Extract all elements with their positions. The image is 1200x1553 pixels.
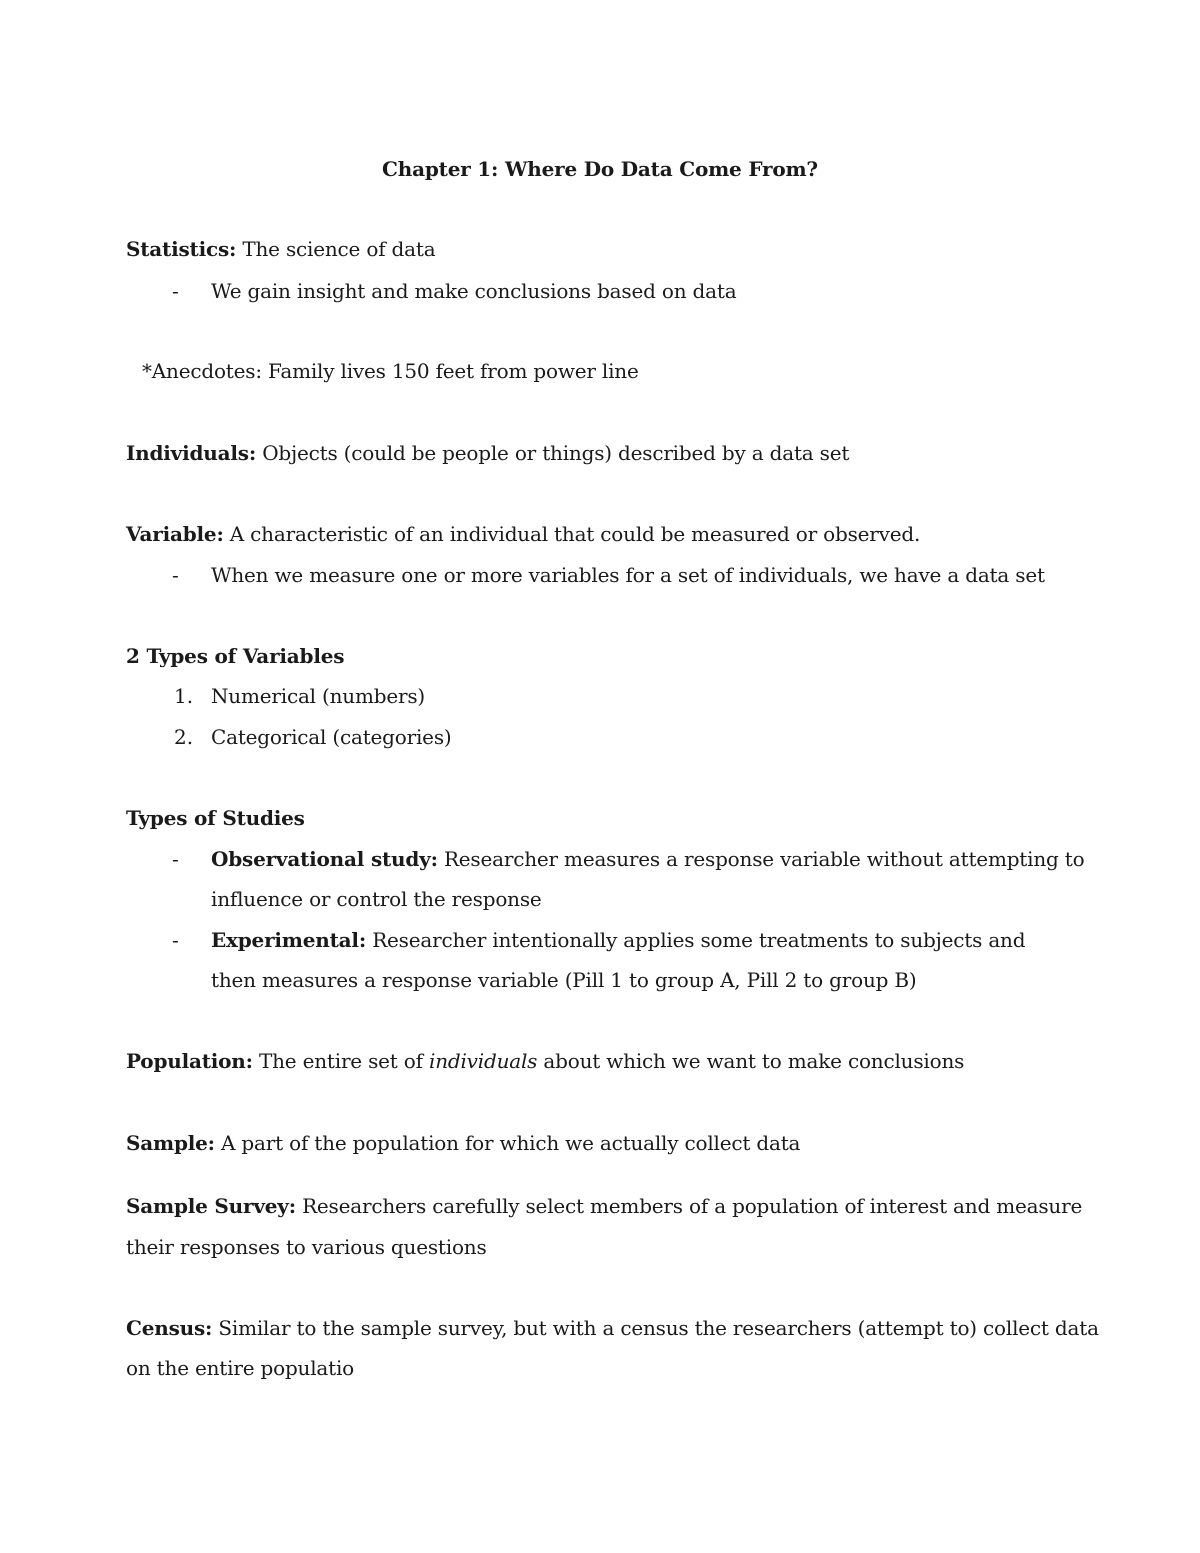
individuals-text: Objects (could be people or things) described by a data set <box>256 441 850 465</box>
sample-term: Sample: <box>126 1131 215 1155</box>
statistics-point: We gain insight and make conclusions based on data <box>211 279 737 303</box>
types-of-studies-heading: Types of Studies <box>126 806 305 830</box>
types-of-variables-heading: 2 Types of Variables <box>126 644 345 668</box>
sample-survey-term: Sample Survey: <box>126 1194 296 1218</box>
statistics-term: Statistics: <box>126 237 237 261</box>
statistics-bullet: - <box>172 279 179 303</box>
study-experimental-line1 <box>211 926 1025 954</box>
study-observational-line2: influence or control the response <box>211 887 542 911</box>
statistics-definition <box>126 235 435 263</box>
study-observational-text: Researcher measures a response variable without attempting to <box>437 847 1085 871</box>
individuals-definition <box>126 439 849 467</box>
variable-definition <box>126 520 920 548</box>
census-term: Census: <box>126 1316 213 1340</box>
variable-type-marker: 1. <box>174 684 194 708</box>
individuals-term: Individuals: <box>126 441 257 465</box>
study-bullet: - <box>172 847 179 871</box>
study-bullet: - <box>172 928 179 952</box>
sample-survey-text: Researchers carefully select members of a population of interest and measure <box>295 1194 1083 1218</box>
sample-definition <box>126 1129 800 1157</box>
sample-survey-line2: their responses to various questions <box>126 1235 487 1259</box>
anecdotes-note: *Anecdotes: Family lives 150 feet from power line <box>142 359 639 383</box>
population-definition <box>126 1047 964 1075</box>
sample-text: A part of the population for which we actually collect data <box>214 1131 801 1155</box>
variable-type-marker: 2. <box>174 725 194 749</box>
statistics-text: The science of data <box>236 237 436 261</box>
study-experimental-line2: then measures a response variable (Pill 1 to group A, Pill 2 to group B) <box>211 968 917 992</box>
variable-bullet: - <box>172 563 179 587</box>
sample-survey-line1 <box>126 1192 1082 1220</box>
census-text: Similar to the sample survey, but with a census the researchers (attempt to) collect data <box>212 1316 1099 1340</box>
study-experimental-text: Researcher intentionally applies some treatments to subjects and <box>366 928 1026 952</box>
population-term: Population: <box>126 1049 253 1073</box>
population-emphasis: individuals <box>429 1049 538 1073</box>
study-observational-term: Observational study: <box>211 847 438 871</box>
variable-type-item: Numerical (numbers) <box>211 684 426 708</box>
study-observational-line1 <box>211 845 1084 873</box>
population-text-before: The entire set of <box>252 1049 429 1073</box>
census-line2: on the entire populatio <box>126 1356 355 1380</box>
population-text-after: about which we want to make conclusions <box>537 1049 965 1073</box>
variable-text: A characteristic of an individual that could be measured or observed. <box>223 522 921 546</box>
variable-term: Variable: <box>126 522 224 546</box>
page-title: Chapter 1: Where Do Data Come From? <box>382 157 818 181</box>
variable-point: When we measure one or more variables for a set of individuals, we have a data set <box>211 563 1045 587</box>
census-line1 <box>126 1314 1099 1342</box>
study-experimental-term: Experimental: <box>211 928 367 952</box>
variable-type-item: Categorical (categories) <box>211 725 452 749</box>
